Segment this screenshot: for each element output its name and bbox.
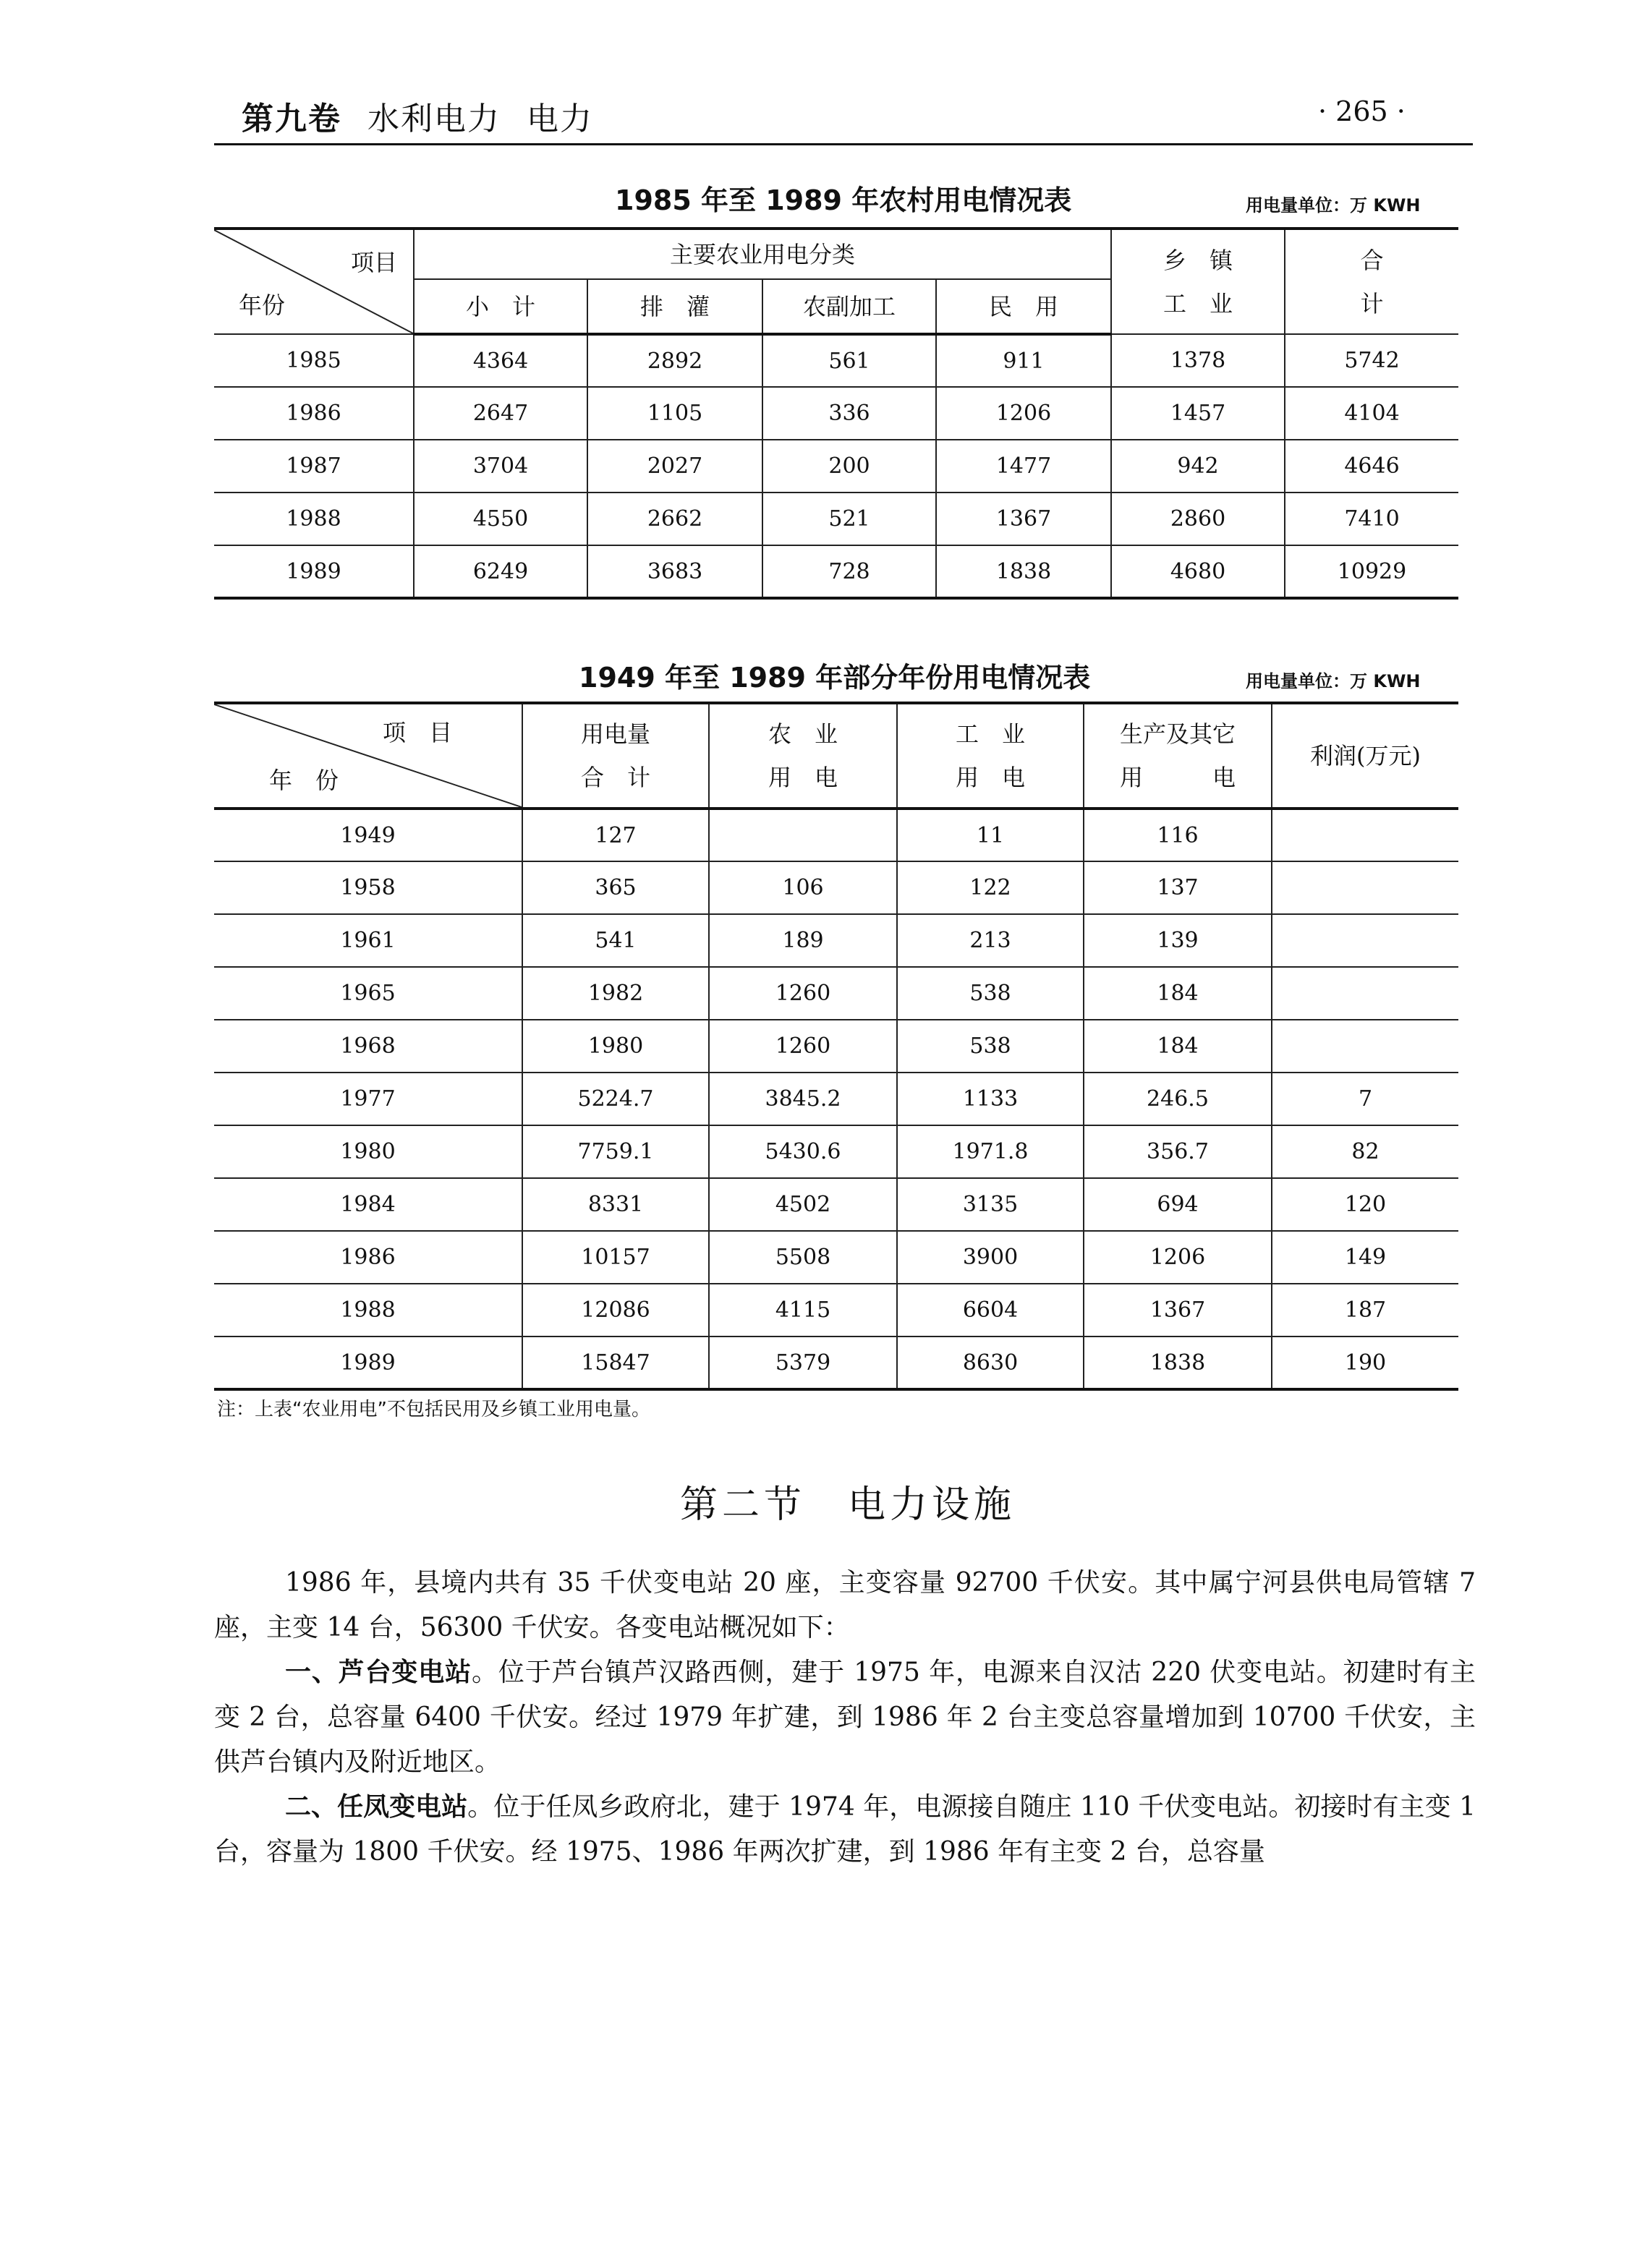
- year-cell: 1989: [214, 1336, 522, 1389]
- value-cell: 2027: [587, 440, 762, 493]
- value-cell: [1272, 809, 1458, 861]
- value-cell: 137: [1084, 861, 1272, 914]
- value-cell: 694: [1084, 1178, 1272, 1231]
- value-cell: 1982: [522, 967, 709, 1020]
- value-cell: 15847: [522, 1336, 709, 1389]
- value-cell: 8331: [522, 1178, 709, 1231]
- value-cell: 1838: [1084, 1336, 1272, 1389]
- year-cell: 1989: [214, 545, 414, 598]
- table2-header-line1: 农 业: [768, 720, 838, 748]
- value-cell: 5379: [709, 1336, 897, 1389]
- table2-row: [214, 1020, 1458, 1073]
- value-cell: 1206: [936, 387, 1111, 440]
- value-cell: 1971.8: [897, 1125, 1084, 1178]
- value-cell: 139: [1084, 914, 1272, 967]
- value-cell: 82: [1272, 1125, 1458, 1178]
- value-cell: 1367: [936, 493, 1111, 545]
- table2-unit: 用电量单位：万 KWH: [1246, 671, 1421, 691]
- value-cell: 2662: [587, 493, 762, 545]
- value-cell: 365: [522, 861, 709, 914]
- year-cell: 1988: [214, 493, 414, 545]
- table1-unit: 用电量单位：万 KWH: [1246, 195, 1421, 216]
- table1-col-total-line1: 合: [1360, 246, 1384, 274]
- table2-header-line1: 用电量: [580, 720, 650, 748]
- subject-label-1: 水利电力: [367, 101, 501, 137]
- value-cell: 213: [897, 914, 1084, 967]
- volume-label: 第九卷: [242, 101, 341, 137]
- value-cell: 7410: [1285, 493, 1458, 545]
- value-cell: 4115: [709, 1284, 897, 1336]
- value-cell: 3704: [414, 440, 587, 493]
- header-rule: [214, 143, 1473, 145]
- value-cell: 911: [936, 334, 1111, 387]
- table2-header-line2: 合 计: [580, 764, 650, 791]
- value-cell: 189: [709, 914, 897, 967]
- value-cell: 2647: [414, 387, 587, 440]
- table1-title: 1985 年至 1989 年农村用电情况表: [615, 184, 1072, 216]
- page-number: · 265 ·: [1318, 95, 1406, 127]
- value-cell: 1105: [587, 387, 762, 440]
- table2-header-line2: 用 电: [768, 764, 838, 791]
- value-cell: 5224.7: [522, 1073, 709, 1125]
- value-cell: 12086: [522, 1284, 709, 1336]
- value-cell: 1206: [1084, 1231, 1272, 1284]
- table2-corner-bottom: 年 份: [269, 767, 339, 794]
- paragraph-lutai-heading: 一、芦台变电站: [285, 1658, 472, 1687]
- value-cell: 10929: [1285, 545, 1458, 598]
- value-cell: 7759.1: [522, 1125, 709, 1178]
- table1-row: [214, 440, 1458, 493]
- value-cell: 4550: [414, 493, 587, 545]
- value-cell: [1272, 914, 1458, 967]
- value-cell: 2892: [587, 334, 762, 387]
- table1-subheader: 小 计: [414, 279, 587, 334]
- value-cell: 1980: [522, 1020, 709, 1073]
- table2-header-line1: 工 业: [955, 720, 1025, 748]
- year-cell: 1965: [214, 967, 522, 1020]
- table1-corner-top: 项目: [350, 249, 397, 276]
- value-cell: 1260: [709, 1020, 897, 1073]
- value-cell: 10157: [522, 1231, 709, 1284]
- year-cell: 1968: [214, 1020, 522, 1073]
- year-cell: 1984: [214, 1178, 522, 1231]
- value-cell: 4364: [414, 334, 587, 387]
- value-cell: 5430.6: [709, 1125, 897, 1178]
- year-cell: 1988: [214, 1284, 522, 1336]
- value-cell: 200: [762, 440, 936, 493]
- table1-row: [214, 493, 1458, 545]
- value-cell: 942: [1111, 440, 1285, 493]
- value-cell: 3900: [897, 1231, 1084, 1284]
- table2-row: [214, 1178, 1458, 1231]
- table2-header-industry: [897, 703, 1084, 809]
- year-cell: 1949: [214, 809, 522, 861]
- paragraph-lutai-body: 。位于芦台镇芦汉路西侧，建于 1975 年，电源来自汉沽 220 伏变电站。初建时有主变 2 台，总容量 6400 千伏安。经过 1979 年扩建，到 1986 年 2 台主变总容量增加到 10700 千伏安，主供芦台镇内及附近地区。: [214, 1658, 1476, 1777]
- table1-col-town-line2: 工 业: [1163, 289, 1233, 317]
- value-cell: 4680: [1111, 545, 1285, 598]
- value-cell: 5742: [1285, 334, 1458, 387]
- value-cell: 3845.2: [709, 1073, 897, 1125]
- value-cell: 11: [897, 809, 1084, 861]
- value-cell: 122: [897, 861, 1084, 914]
- table2-header-other: [1084, 703, 1272, 809]
- table1-col-total-line2: 计: [1360, 289, 1384, 317]
- table2-row: [214, 1125, 1458, 1178]
- value-cell: 149: [1272, 1231, 1458, 1284]
- value-cell: 8630: [897, 1336, 1084, 1389]
- year-cell: 1987: [214, 440, 414, 493]
- running-header: [242, 93, 593, 139]
- paragraph-renfeng: [214, 1785, 1476, 1875]
- value-cell: 120: [1272, 1178, 1458, 1231]
- value-cell: 106: [709, 861, 897, 914]
- table2-corner-cell: [214, 703, 522, 809]
- table2-row: [214, 861, 1458, 914]
- table2-header-line2: 用 电: [1119, 764, 1236, 791]
- value-cell: 1378: [1111, 334, 1285, 387]
- paragraph-renfeng-body: 。位于任凤乡政府北，建于 1974 年，电源接自随庄 110 千伏变电站。初接时有主变 1 台，容量为 1800 千伏安。经 1975、1986 年两次扩建，到 1986 年有主变 2 台，总容量: [214, 1792, 1476, 1867]
- value-cell: 1260: [709, 967, 897, 1020]
- value-cell: 116: [1084, 809, 1272, 861]
- table2-header-total: [522, 703, 709, 809]
- table2-title: 1949 年至 1989 年部分年份用电情况表: [579, 662, 1091, 694]
- table1-subheader: 农副加工: [762, 279, 936, 334]
- value-cell: 541: [522, 914, 709, 967]
- paragraph-intro: 1986 年，县境内共有 35 千伏变电站 20 座，主变容量 92700 千伏安。其中属宁河县供电局管辖 7 座，主变 14 台，56300 千伏安。各变电站概况如下：: [214, 1568, 1476, 1642]
- value-cell: [1272, 861, 1458, 914]
- year-cell: 1961: [214, 914, 522, 967]
- year-cell: 1958: [214, 861, 522, 914]
- value-cell: 4502: [709, 1178, 897, 1231]
- section-title: 第二节 电力设施: [680, 1483, 1016, 1527]
- subject-label-2: 电力: [527, 101, 593, 137]
- value-cell: 1457: [1111, 387, 1285, 440]
- year-cell: 1986: [214, 387, 414, 440]
- value-cell: 728: [762, 545, 936, 598]
- value-cell: 538: [897, 1020, 1084, 1073]
- year-cell: 1977: [214, 1073, 522, 1125]
- table1-col-total: [1285, 229, 1458, 334]
- table1-subheader: 民 用: [936, 279, 1111, 334]
- table2-row: [214, 914, 1458, 967]
- value-cell: 6604: [897, 1284, 1084, 1336]
- table2-row: [214, 1336, 1458, 1389]
- table2-row: [214, 1231, 1458, 1284]
- table2-row: [214, 809, 1458, 861]
- table2: [214, 702, 1458, 1391]
- paragraph-renfeng-heading: 二、任凤变电站: [285, 1792, 468, 1822]
- paragraph-lutai: [214, 1650, 1476, 1785]
- value-cell: 1367: [1084, 1284, 1272, 1336]
- table1-corner-cell: [214, 229, 414, 334]
- year-cell: 1985: [214, 334, 414, 387]
- value-cell: [1272, 967, 1458, 1020]
- year-cell: 1980: [214, 1125, 522, 1178]
- value-cell: 3135: [897, 1178, 1084, 1231]
- value-cell: 1477: [936, 440, 1111, 493]
- year-cell: 1986: [214, 1231, 522, 1284]
- value-cell: 5508: [709, 1231, 897, 1284]
- table2-header-line1: 生产及其它: [1119, 720, 1236, 748]
- value-cell: 246.5: [1084, 1073, 1272, 1125]
- value-cell: 184: [1084, 967, 1272, 1020]
- table1-group-header: 主要农业用电分类: [414, 229, 1111, 279]
- value-cell: 521: [762, 493, 936, 545]
- value-cell: 538: [897, 967, 1084, 1020]
- table1-corner-bottom: 年份: [239, 291, 286, 319]
- table-note: 注：上表“农业用电”不包括民用及乡镇工业用电量。: [217, 1399, 650, 1420]
- table1-row: [214, 545, 1458, 598]
- value-cell: 356.7: [1084, 1125, 1272, 1178]
- table1: [214, 227, 1458, 600]
- table2-header-profit: 利润(万元): [1272, 703, 1458, 809]
- table1-row: [214, 334, 1458, 387]
- value-cell: 336: [762, 387, 936, 440]
- value-cell: 187: [1272, 1284, 1458, 1336]
- value-cell: 3683: [587, 545, 762, 598]
- value-cell: 2860: [1111, 493, 1285, 545]
- value-cell: [1272, 1020, 1458, 1073]
- value-cell: 1838: [936, 545, 1111, 598]
- value-cell: 190: [1272, 1336, 1458, 1389]
- table2-row: [214, 967, 1458, 1020]
- value-cell: 4104: [1285, 387, 1458, 440]
- value-cell: 1133: [897, 1073, 1084, 1125]
- value-cell: 4646: [1285, 440, 1458, 493]
- table1-row: [214, 387, 1458, 440]
- table2-corner-top: 项 目: [382, 719, 452, 746]
- value-cell: 184: [1084, 1020, 1272, 1073]
- table2-header-line2: 用 电: [955, 764, 1025, 791]
- table2-header-agri: [709, 703, 897, 809]
- table1-col-town: [1111, 229, 1285, 334]
- value-cell: 561: [762, 334, 936, 387]
- value-cell: 127: [522, 809, 709, 861]
- table2-row: [214, 1284, 1458, 1336]
- value-cell: 6249: [414, 545, 587, 598]
- table1-subheader: 排 灌: [587, 279, 762, 334]
- value-cell: [709, 809, 897, 861]
- value-cell: 7: [1272, 1073, 1458, 1125]
- table1-col-town-line1: 乡 镇: [1163, 246, 1233, 274]
- table2-row: [214, 1073, 1458, 1125]
